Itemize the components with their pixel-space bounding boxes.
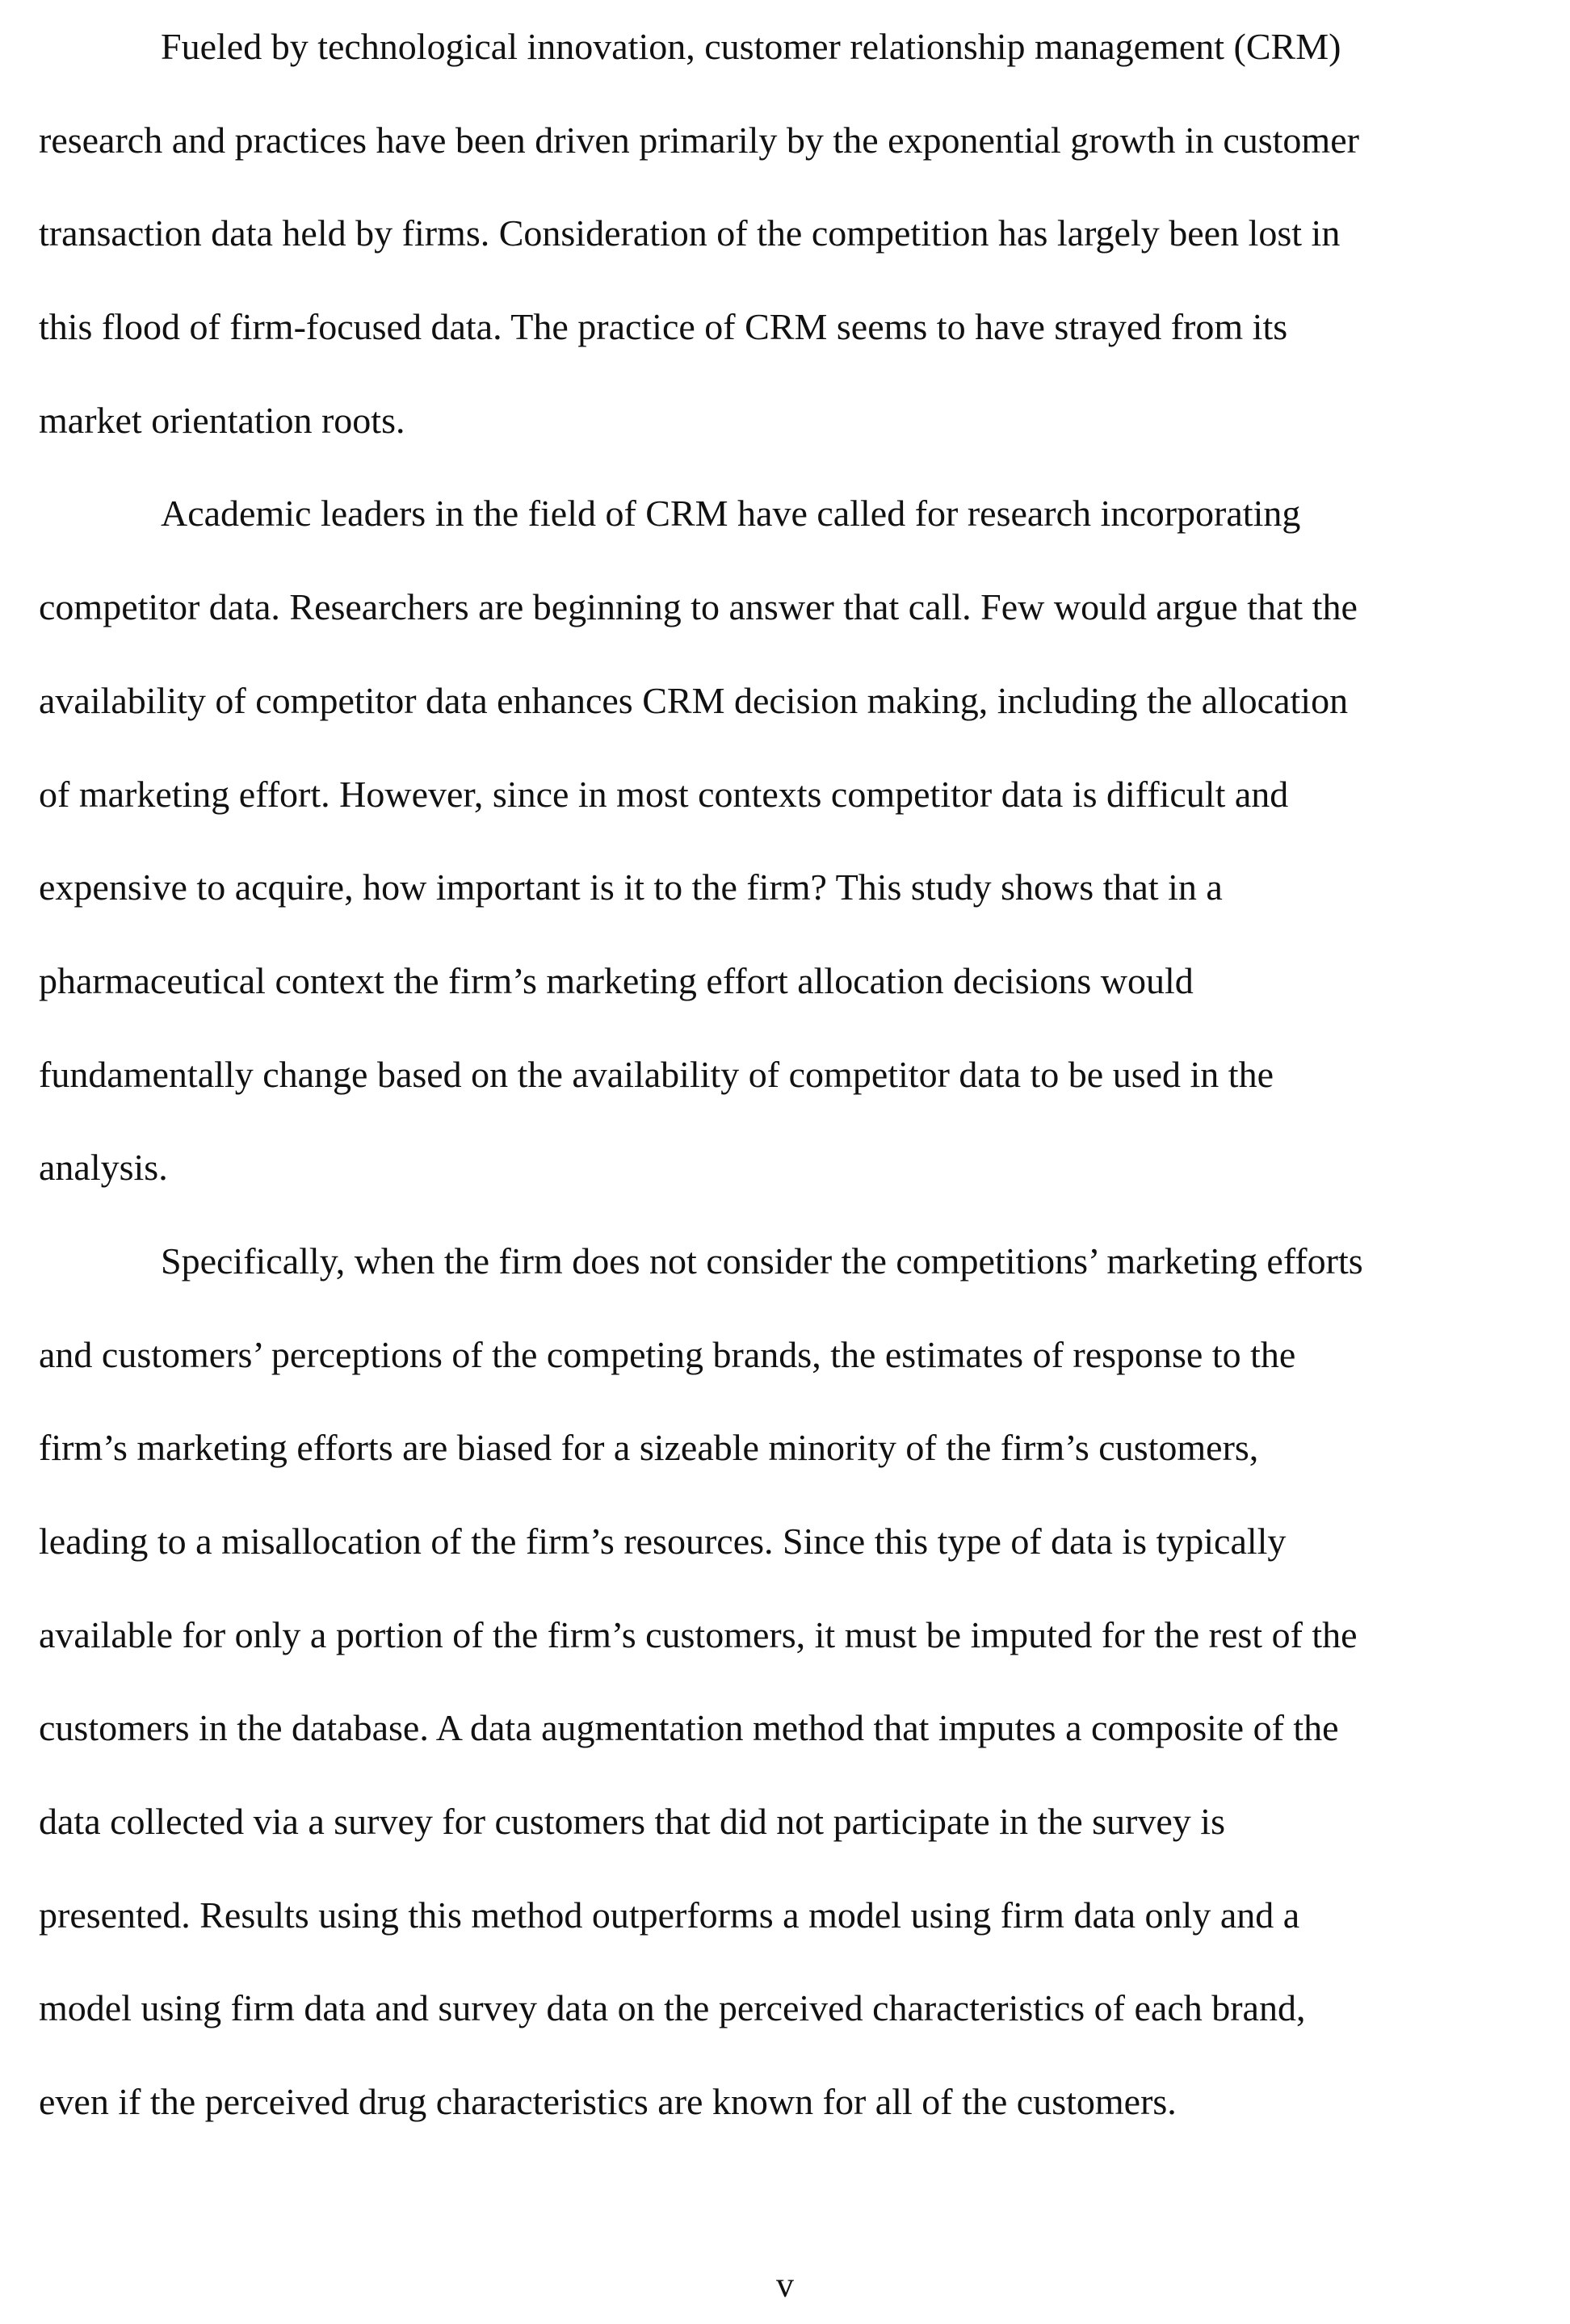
text-line: Specifically, when the firm does not consider the competitions’ marketing efforts — [161, 1240, 1363, 1282]
text-line: leading to a misallocation of the firm’s resources. Since this type of data is typically — [39, 1521, 1287, 1562]
text-line: and customers’ perceptions of the competing brands, the estimates of response to the — [39, 1333, 1296, 1375]
text-line: available for only a portion of the firm’s customers, it must be imputed for the rest of the — [39, 1613, 1358, 1655]
text-line: competitor data. Researchers are beginning to answer that call. Few would argue that the — [39, 586, 1358, 628]
text-line: Academic leaders in the field of CRM have called for research incorporating — [161, 493, 1301, 535]
text-line: even if the perceived drug characteristics are known for all of the customers. — [39, 2081, 1177, 2123]
text-line: model using firm data and survey data on the perceived characteristics of each brand, — [39, 1987, 1306, 2029]
text-line: research and practices have been driven primarily by the exponential growth in customer — [39, 119, 1359, 161]
text-line: analysis. — [39, 1147, 168, 1189]
text-line: firm’s marketing efforts are biased for a sizeable minority of the firm’s customers, — [39, 1427, 1259, 1469]
text-line: data collected via a survey for customers that did not participate in the survey is — [39, 1801, 1225, 1843]
paragraph-1 — [39, 0, 1534, 467]
text-line: transaction data held by firms. Consideration of the competition has largely been lost in — [39, 212, 1341, 254]
text-line: availability of competitor data enhances CRM decision making, including the allocation — [39, 679, 1349, 721]
text-line: this flood of firm-focused data. The practice of CRM seems to have strayed from its — [39, 306, 1288, 348]
paragraph-3 — [39, 1214, 1534, 2149]
body-text — [39, 0, 1534, 2149]
text-line: presented. Results using this method outperforms a model using firm data only and a — [39, 1894, 1300, 1936]
text-line: market orientation roots. — [39, 399, 405, 441]
paragraph-2 — [39, 467, 1534, 1214]
text-line: expensive to acquire, how important is it to the firm? This study shows that in a — [39, 866, 1223, 908]
text-line: pharmaceutical context the firm’s marketing effort allocation decisions would — [39, 959, 1194, 1001]
text-line: Fueled by technological innovation, customer relationship management (CRM) — [161, 26, 1341, 67]
text-line: customers in the database. A data augmentation method that imputes a composite of the — [39, 1707, 1339, 1749]
page-number: v — [776, 2265, 794, 2305]
text-line: fundamentally change based on the availability of competitor data to be used in the — [39, 1053, 1274, 1095]
text-line: of marketing effort. However, since in most contexts competitor data is difficult and — [39, 773, 1289, 815]
